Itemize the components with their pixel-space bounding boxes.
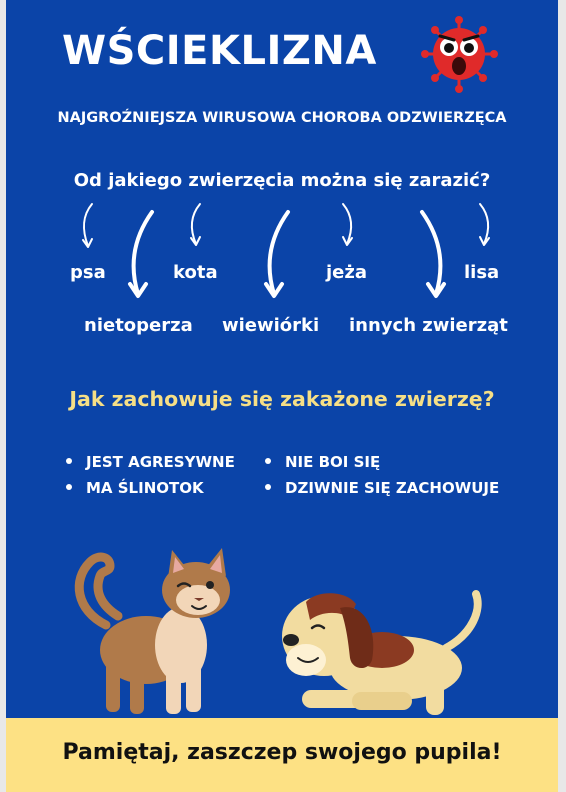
animal-label-squirrel: wiewiórki xyxy=(222,315,320,336)
footer-text: Pamiętaj, zaszczep swojego pupila! xyxy=(62,740,502,765)
bullet-icon xyxy=(66,458,72,464)
pets-illustration xyxy=(6,540,558,725)
curved-arrow-icons xyxy=(6,190,558,310)
animal-label-other: innych zwierząt xyxy=(349,315,508,336)
curved-arrow-icon xyxy=(480,204,489,245)
curved-arrow-icon xyxy=(130,212,152,296)
list-item: JEST AGRESYWNE xyxy=(66,449,235,475)
sources-question: Od jakiego zwierzęcia można się zarazić? xyxy=(73,170,491,191)
list-item: DZIWNIE SIĘ ZACHOWUJE xyxy=(265,475,499,501)
curved-arrow-icon xyxy=(422,212,444,296)
curved-arrow-icon xyxy=(191,204,200,245)
list-item: MA ŚLINOTOK xyxy=(66,475,235,501)
symptoms-list-left xyxy=(66,449,235,501)
animal-label-fox: lisa xyxy=(464,262,500,283)
footer-banner xyxy=(6,718,558,792)
curved-arrow-icon xyxy=(83,204,92,247)
animal-label-dog: psa xyxy=(70,262,106,283)
cat-illustration xyxy=(79,548,230,714)
poster-title: WŚCIEKLIZNA xyxy=(62,28,377,74)
bullet-icon xyxy=(265,484,271,490)
symptoms-list-right xyxy=(265,449,499,501)
rabies-poster xyxy=(6,0,558,792)
curved-arrow-icon xyxy=(266,212,288,296)
behavior-question: Jak zachowuje się zakażone zwierzę? xyxy=(69,387,495,411)
poster-subtitle: NAJGROŹNIEJSZA WIRUSOWA CHOROBA ODZWIERZĘCA xyxy=(57,110,507,126)
bullet-icon xyxy=(66,484,72,490)
animal-label-hedgehog: jeża xyxy=(326,262,368,283)
curved-arrow-icon xyxy=(343,204,352,245)
animal-label-cat: kota xyxy=(173,262,218,283)
angry-virus-icon xyxy=(416,14,502,94)
bullet-icon xyxy=(265,458,271,464)
list-item: NIE BOI SIĘ xyxy=(265,449,499,475)
dog-illustration xyxy=(282,593,478,715)
animal-label-bat: nietoperza xyxy=(84,315,193,336)
